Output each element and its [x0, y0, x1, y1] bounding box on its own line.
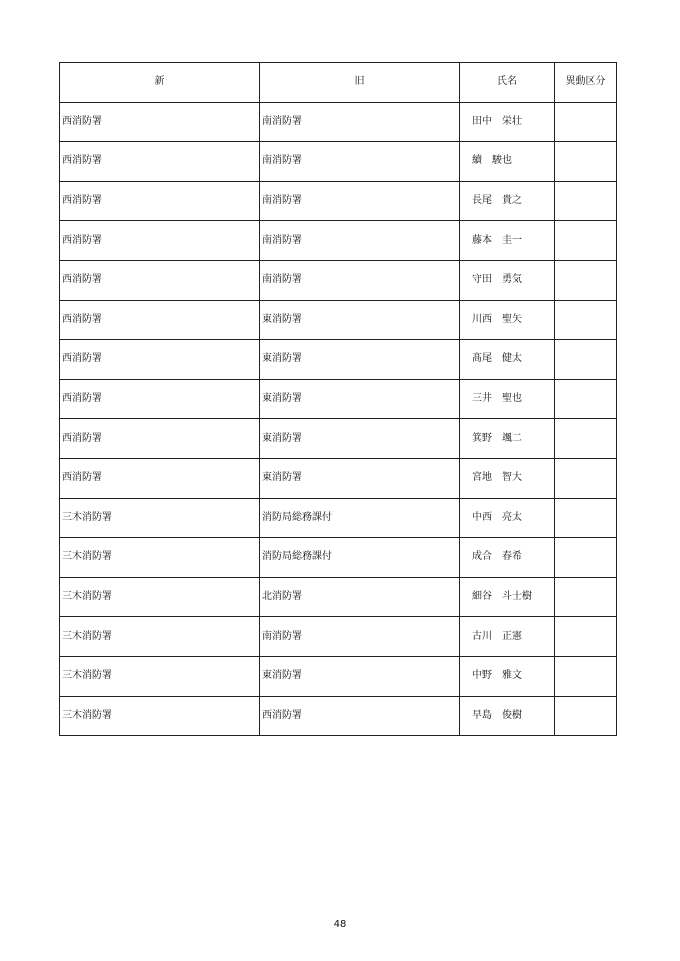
- header-transfer-type: 異動区分: [555, 63, 617, 103]
- cell-new-assignment: 西消防署: [60, 419, 260, 459]
- cell-transfer-type: [555, 102, 617, 142]
- cell-transfer-type: [555, 142, 617, 182]
- cell-name: 田中 栄壮: [460, 102, 555, 142]
- cell-transfer-type: [555, 498, 617, 538]
- cell-new-assignment: 三木消防署: [60, 617, 260, 657]
- cell-previous-assignment: 東消防署: [260, 419, 460, 459]
- cell-previous-assignment: 消防局総務課付: [260, 498, 460, 538]
- personnel-transfer-table: [59, 62, 617, 736]
- cell-name: 成合 春希: [460, 538, 555, 578]
- cell-previous-assignment: 南消防署: [260, 260, 460, 300]
- table-row: [60, 419, 617, 459]
- cell-name: 三井 聖也: [460, 379, 555, 419]
- cell-name: 續 駿也: [460, 142, 555, 182]
- header-name: 氏名: [460, 63, 555, 103]
- cell-new-assignment: 西消防署: [60, 102, 260, 142]
- cell-transfer-type: [555, 419, 617, 459]
- table-row: [60, 379, 617, 419]
- cell-transfer-type: [555, 696, 617, 736]
- cell-name: 藤本 圭一: [460, 221, 555, 261]
- cell-transfer-type: [555, 379, 617, 419]
- cell-name: 長尾 貴之: [460, 181, 555, 221]
- table-row: [60, 696, 617, 736]
- cell-previous-assignment: 西消防署: [260, 696, 460, 736]
- cell-transfer-type: [555, 458, 617, 498]
- cell-new-assignment: 西消防署: [60, 340, 260, 380]
- table-body: [60, 102, 617, 736]
- cell-transfer-type: [555, 617, 617, 657]
- cell-previous-assignment: 南消防署: [260, 617, 460, 657]
- cell-name: 中西 亮太: [460, 498, 555, 538]
- cell-name: 早島 俊樹: [460, 696, 555, 736]
- cell-previous-assignment: 消防局総務課付: [260, 538, 460, 578]
- cell-new-assignment: 三木消防署: [60, 498, 260, 538]
- header-new: 新: [60, 63, 260, 103]
- cell-previous-assignment: 南消防署: [260, 142, 460, 182]
- cell-new-assignment: 西消防署: [60, 379, 260, 419]
- cell-new-assignment: 西消防署: [60, 181, 260, 221]
- cell-previous-assignment: 東消防署: [260, 656, 460, 696]
- table-row: [60, 260, 617, 300]
- cell-transfer-type: [555, 300, 617, 340]
- cell-transfer-type: [555, 340, 617, 380]
- cell-transfer-type: [555, 577, 617, 617]
- cell-new-assignment: 三木消防署: [60, 577, 260, 617]
- table-row: [60, 102, 617, 142]
- table-row: [60, 617, 617, 657]
- cell-name: 古川 正憲: [460, 617, 555, 657]
- cell-previous-assignment: 南消防署: [260, 181, 460, 221]
- cell-new-assignment: 西消防署: [60, 260, 260, 300]
- cell-name: 髙尾 健太: [460, 340, 555, 380]
- cell-previous-assignment: 南消防署: [260, 102, 460, 142]
- table-header-row: [60, 63, 617, 103]
- cell-name: 細谷 斗士樹: [460, 577, 555, 617]
- table-row: [60, 458, 617, 498]
- cell-new-assignment: 三木消防署: [60, 538, 260, 578]
- cell-new-assignment: 西消防署: [60, 221, 260, 261]
- cell-transfer-type: [555, 538, 617, 578]
- cell-transfer-type: [555, 260, 617, 300]
- cell-previous-assignment: 東消防署: [260, 458, 460, 498]
- cell-name: 宮地 智大: [460, 458, 555, 498]
- cell-previous-assignment: 東消防署: [260, 379, 460, 419]
- cell-name: 守田 勇気: [460, 260, 555, 300]
- cell-name: 箕野 颯二: [460, 419, 555, 459]
- table-row: [60, 181, 617, 221]
- table-row: [60, 577, 617, 617]
- table-row: [60, 300, 617, 340]
- cell-previous-assignment: 北消防署: [260, 577, 460, 617]
- cell-new-assignment: 三木消防署: [60, 696, 260, 736]
- cell-new-assignment: 三木消防署: [60, 656, 260, 696]
- table-row: [60, 340, 617, 380]
- cell-previous-assignment: 東消防署: [260, 300, 460, 340]
- cell-previous-assignment: 東消防署: [260, 340, 460, 380]
- cell-previous-assignment: 南消防署: [260, 221, 460, 261]
- cell-name: 川西 聖矢: [460, 300, 555, 340]
- header-old: 旧: [260, 63, 460, 103]
- table-row: [60, 498, 617, 538]
- cell-new-assignment: 西消防署: [60, 300, 260, 340]
- cell-new-assignment: 西消防署: [60, 458, 260, 498]
- page-number: 48: [333, 919, 347, 930]
- cell-name: 中野 雅文: [460, 656, 555, 696]
- table-row: [60, 221, 617, 261]
- cell-new-assignment: 西消防署: [60, 142, 260, 182]
- cell-transfer-type: [555, 221, 617, 261]
- cell-transfer-type: [555, 181, 617, 221]
- table-row: [60, 538, 617, 578]
- cell-transfer-type: [555, 656, 617, 696]
- table-row: [60, 656, 617, 696]
- table-row: [60, 142, 617, 182]
